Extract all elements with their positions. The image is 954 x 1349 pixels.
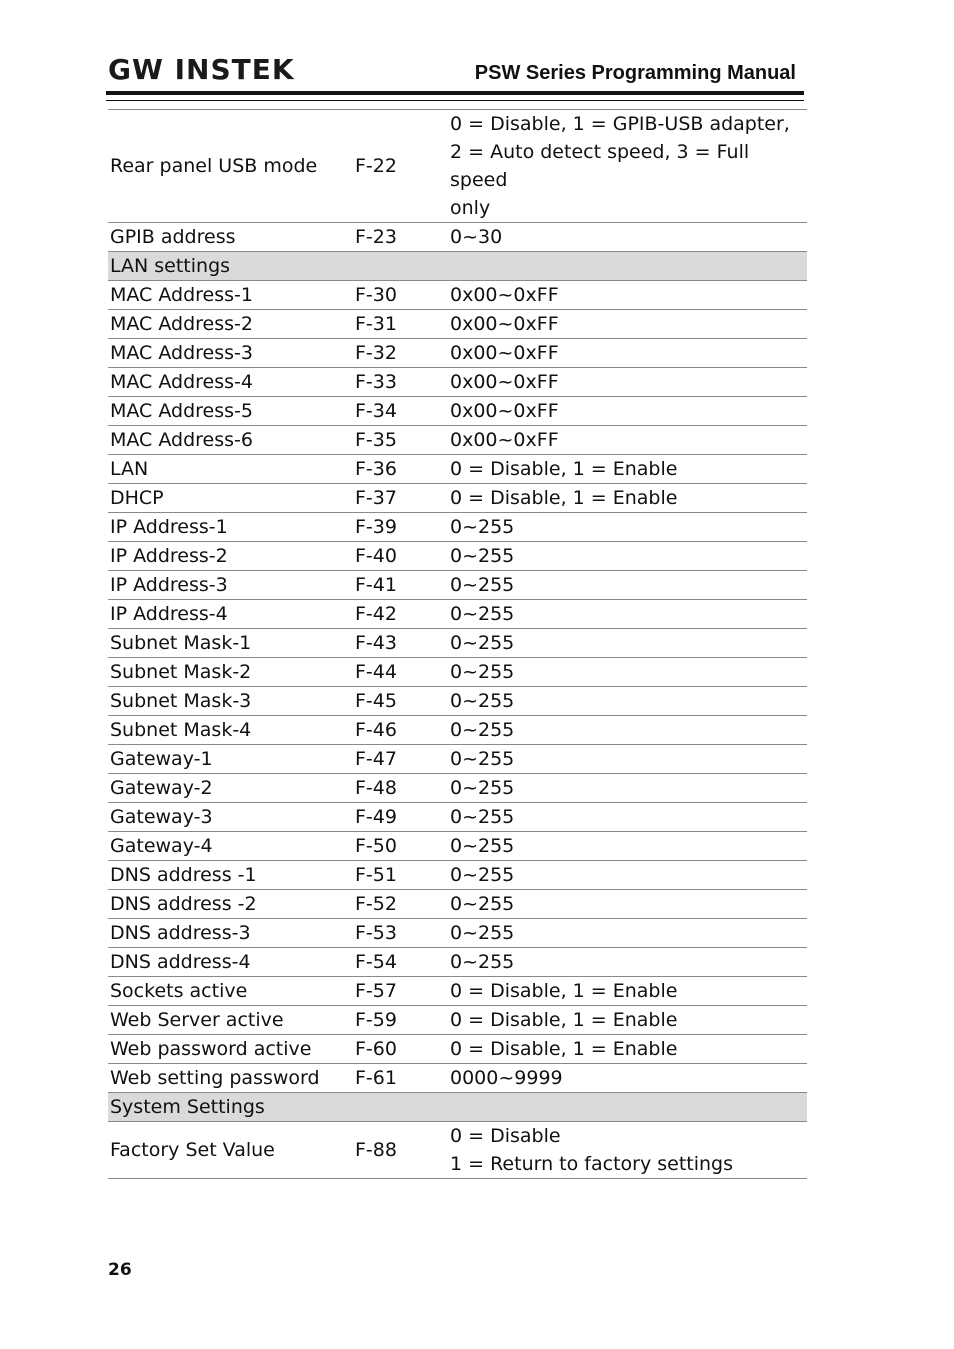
- parameter-code: F-37: [353, 484, 448, 513]
- parameter-range: [448, 1122, 807, 1179]
- parameter-range: 0~255: [448, 571, 807, 600]
- manual-title: PSW Series Programming Manual: [474, 62, 796, 84]
- header-rule-thick: [106, 91, 804, 95]
- parameter-name: Rear panel USB mode: [108, 110, 353, 223]
- range-line: only: [450, 197, 491, 219]
- section-heading: System Settings: [108, 1093, 807, 1122]
- table-row: [108, 919, 807, 948]
- parameter-range: 0x00~0xFF: [448, 426, 807, 455]
- parameter-range: 0~255: [448, 774, 807, 803]
- parameter-code: F-30: [353, 281, 448, 310]
- range-line: 0 = Disable: [450, 1125, 561, 1147]
- section-row-system: [108, 1093, 807, 1122]
- parameter-range: 0~255: [448, 716, 807, 745]
- parameter-range: 0x00~0xFF: [448, 368, 807, 397]
- parameter-name: Web Server active: [108, 1006, 353, 1035]
- parameter-range: 0~255: [448, 600, 807, 629]
- parameter-range: 0x00~0xFF: [448, 339, 807, 368]
- parameter-code: F-43: [353, 629, 448, 658]
- table-row: [108, 745, 807, 774]
- table-row: [108, 223, 807, 252]
- parameter-name: MAC Address-1: [108, 281, 353, 310]
- parameter-name: DNS address -1: [108, 861, 353, 890]
- table-row: [108, 948, 807, 977]
- parameter-code: F-48: [353, 774, 448, 803]
- parameter-range: 0~255: [448, 803, 807, 832]
- parameter-code: F-39: [353, 513, 448, 542]
- table-row: [108, 1035, 807, 1064]
- parameter-range: 0~255: [448, 948, 807, 977]
- parameter-name: MAC Address-4: [108, 368, 353, 397]
- parameter-range: 0~255: [448, 832, 807, 861]
- parameter-range: 0 = Disable, 1 = Enable: [448, 1006, 807, 1035]
- section-heading: LAN settings: [108, 252, 807, 281]
- range-line: 1 = Return to factory settings: [450, 1153, 734, 1175]
- parameter-range: 0~255: [448, 542, 807, 571]
- table-row: [108, 774, 807, 803]
- parameter-code: F-32: [353, 339, 448, 368]
- table-row: [108, 1064, 807, 1093]
- table-row: [108, 861, 807, 890]
- table-row: [108, 890, 807, 919]
- gw-instek-logo: GW INSTEK: [108, 53, 295, 86]
- parameter-name: DNS address-4: [108, 948, 353, 977]
- range-line: 2 = Auto detect speed, 3 = Full speed: [450, 141, 750, 191]
- table-row: [108, 1006, 807, 1035]
- parameter-name: MAC Address-6: [108, 426, 353, 455]
- parameter-name: Web password active: [108, 1035, 353, 1064]
- parameter-code: F-41: [353, 571, 448, 600]
- parameter-name: IP Address-1: [108, 513, 353, 542]
- parameter-name: Gateway-1: [108, 745, 353, 774]
- table-row: [108, 687, 807, 716]
- parameter-code: F-60: [353, 1035, 448, 1064]
- table-row: [108, 832, 807, 861]
- table-row: [108, 426, 807, 455]
- parameter-code: F-49: [353, 803, 448, 832]
- parameter-range: 0~255: [448, 629, 807, 658]
- header-rule-thin: [106, 100, 804, 101]
- parameter-code: F-54: [353, 948, 448, 977]
- table-row: [108, 110, 807, 223]
- parameter-code: F-51: [353, 861, 448, 890]
- parameter-name: Subnet Mask-4: [108, 716, 353, 745]
- range-line: 0 = Disable, 1 = GPIB-USB adapter,: [450, 113, 790, 135]
- parameter-code: F-36: [353, 455, 448, 484]
- table-row: [108, 368, 807, 397]
- parameter-name: Factory Set Value: [108, 1122, 353, 1179]
- parameter-range: [448, 110, 807, 223]
- table-row: [108, 600, 807, 629]
- parameter-range: 0~255: [448, 919, 807, 948]
- parameter-range: 0~255: [448, 658, 807, 687]
- parameter-range: 0 = Disable, 1 = Enable: [448, 455, 807, 484]
- table-row: [108, 803, 807, 832]
- table-row: [108, 455, 807, 484]
- parameter-code: F-47: [353, 745, 448, 774]
- parameter-name: Gateway-4: [108, 832, 353, 861]
- parameter-code: F-53: [353, 919, 448, 948]
- parameter-range: 0~30: [448, 223, 807, 252]
- parameter-range: 0 = Disable, 1 = Enable: [448, 484, 807, 513]
- parameter-code: F-34: [353, 397, 448, 426]
- parameter-name: Gateway-3: [108, 803, 353, 832]
- parameter-table: [108, 109, 807, 1179]
- table-row: [108, 716, 807, 745]
- parameter-code: F-33: [353, 368, 448, 397]
- parameter-name: DNS address -2: [108, 890, 353, 919]
- parameter-code: F-22: [353, 110, 448, 223]
- parameter-code: F-88: [353, 1122, 448, 1179]
- parameter-code: F-50: [353, 832, 448, 861]
- table-row: [108, 513, 807, 542]
- table-row: [108, 310, 807, 339]
- table-row: [108, 977, 807, 1006]
- parameter-code: F-61: [353, 1064, 448, 1093]
- parameter-code: F-35: [353, 426, 448, 455]
- parameter-name: Subnet Mask-2: [108, 658, 353, 687]
- parameter-name: IP Address-2: [108, 542, 353, 571]
- parameter-range: 0x00~0xFF: [448, 397, 807, 426]
- table-row: [108, 484, 807, 513]
- parameter-range: 0~255: [448, 687, 807, 716]
- parameter-name: MAC Address-3: [108, 339, 353, 368]
- parameter-name: Subnet Mask-3: [108, 687, 353, 716]
- parameter-name: IP Address-3: [108, 571, 353, 600]
- parameter-name: IP Address-4: [108, 600, 353, 629]
- parameter-name: MAC Address-2: [108, 310, 353, 339]
- parameter-name: Gateway-2: [108, 774, 353, 803]
- parameter-name: GPIB address: [108, 223, 353, 252]
- parameter-name: MAC Address-5: [108, 397, 353, 426]
- parameter-code: F-46: [353, 716, 448, 745]
- table-row: [108, 339, 807, 368]
- parameter-name: Subnet Mask-1: [108, 629, 353, 658]
- parameter-code: F-45: [353, 687, 448, 716]
- parameter-range: 0 = Disable, 1 = Enable: [448, 977, 807, 1006]
- section-row-lan: [108, 252, 807, 281]
- table-row: [108, 1122, 807, 1179]
- parameter-name: DNS address-3: [108, 919, 353, 948]
- parameter-name: DHCP: [108, 484, 353, 513]
- parameter-code: F-31: [353, 310, 448, 339]
- parameter-name: Sockets active: [108, 977, 353, 1006]
- parameter-code: F-40: [353, 542, 448, 571]
- table-row: [108, 629, 807, 658]
- parameter-code: F-52: [353, 890, 448, 919]
- parameter-range: 0~255: [448, 890, 807, 919]
- parameter-code: F-59: [353, 1006, 448, 1035]
- table-row: [108, 397, 807, 426]
- parameter-range: 0 = Disable, 1 = Enable: [448, 1035, 807, 1064]
- parameter-code: F-23: [353, 223, 448, 252]
- parameter-range: 0~255: [448, 513, 807, 542]
- parameter-code: F-44: [353, 658, 448, 687]
- parameter-name: Web setting password: [108, 1064, 353, 1093]
- page-header: [108, 52, 804, 94]
- parameter-range: 0~255: [448, 861, 807, 890]
- parameter-range: 0~255: [448, 745, 807, 774]
- parameter-range: 0x00~0xFF: [448, 310, 807, 339]
- parameter-code: F-42: [353, 600, 448, 629]
- table-row: [108, 542, 807, 571]
- parameter-code: F-57: [353, 977, 448, 1006]
- parameter-table-body: [108, 110, 807, 1179]
- parameter-range: 0000~9999: [448, 1064, 807, 1093]
- page-number: 26: [108, 1260, 132, 1280]
- table-row: [108, 658, 807, 687]
- table-row: [108, 571, 807, 600]
- parameter-range: 0x00~0xFF: [448, 281, 807, 310]
- parameter-name: LAN: [108, 455, 353, 484]
- table-row: [108, 281, 807, 310]
